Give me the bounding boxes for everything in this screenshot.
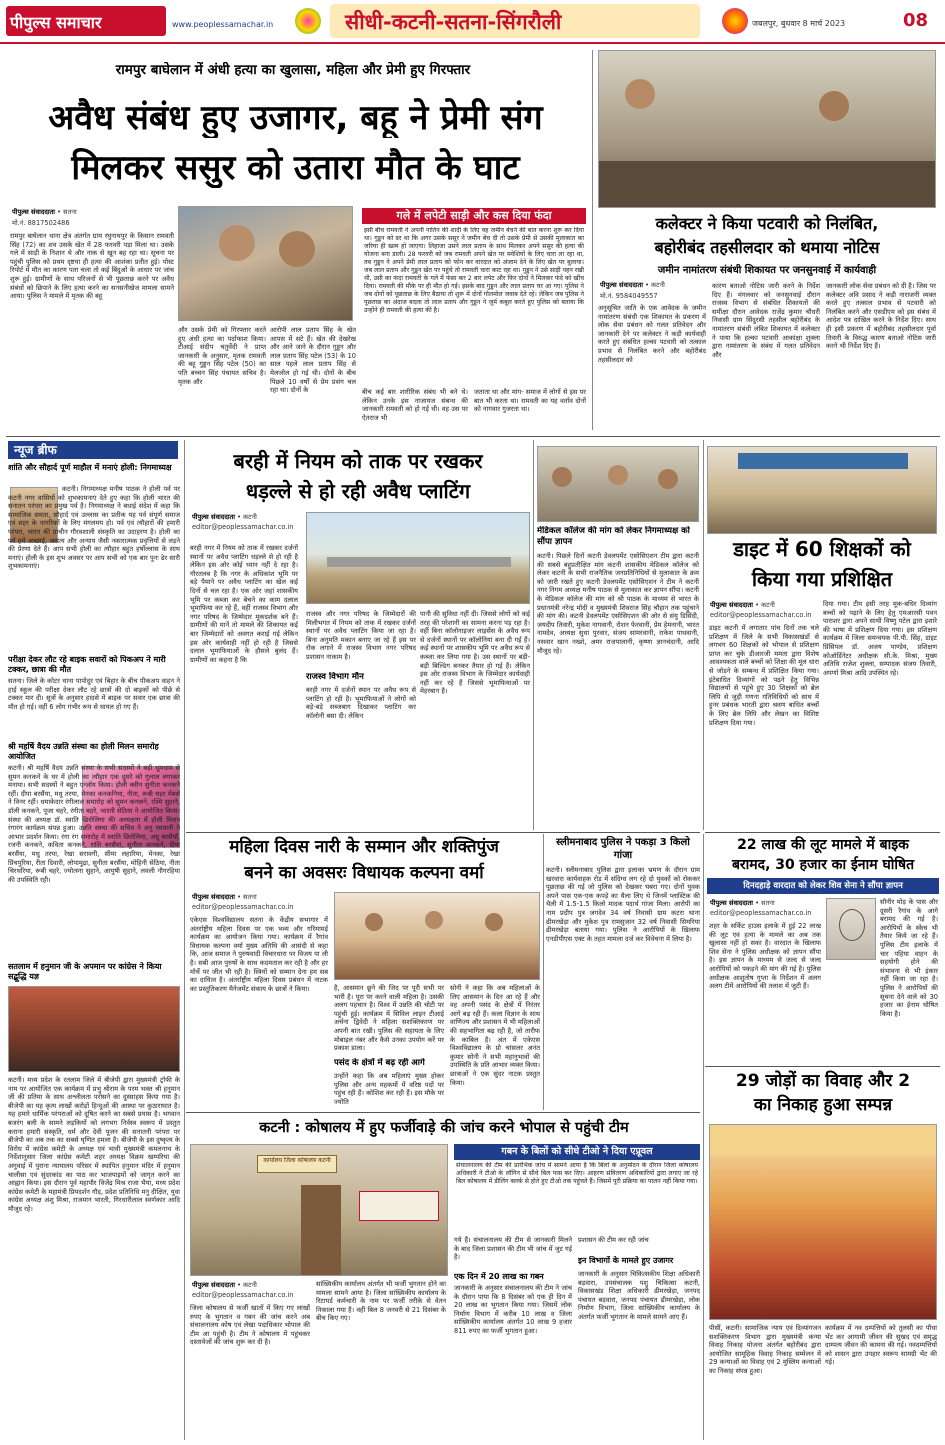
barhi-subhead: राजस्व विभाग मौन xyxy=(306,672,364,682)
person-silhouette xyxy=(279,231,315,267)
byline-place: सतना xyxy=(63,208,77,216)
holi-badge-icon xyxy=(295,8,321,34)
medical-headline: मेडिकल कॉलेज की मांग को लेकर निगमाध्यक्ष को सौंपा ज्ञापन xyxy=(537,526,690,547)
byline-name: पीपुल्स संवाददाता xyxy=(710,601,754,609)
desk xyxy=(599,161,936,208)
office-window-sign xyxy=(359,1191,439,1221)
treasury-box-title: गबन के बिलों को सीधे टीओ ने दिया एप्रूवल xyxy=(454,1144,700,1160)
person-silhouette xyxy=(608,465,628,485)
treasury-col-3: गये हैं। संचालनालय की टीम से जानकारी मिलने के बाद जिला प्रशासन की टीम भी जांच में जुट गई है। xyxy=(454,1236,572,1262)
byline-name: पीपुल्स संवाददाता xyxy=(192,1281,236,1289)
ganja-headline: स्लीमनाबाद पुलिस ने पकड़ा 3 किलो गांजा xyxy=(556,837,690,861)
collector-headline-1: कलेक्टर ने किया पटवारी को निलंबित, xyxy=(655,214,879,233)
brief-text-1: कटनी। निगमाध्यक्ष मनीष पाठक ने होली पर्व पर कटनी नगर वासियों को शुभकामनाएं देते हुए कहा कि होली भारत की सनातन परंपरा का प्रमुख पर्व है। निगमाध्यक्ष ने बधाई संदेश में कहा कि सामाजिक समता, सौहार्द एवं उल्लास का प्रतीक यह पर्व संपूर्ण समाज एवं शहर के नागरिकों के लिए मंगलमय हो। पर्व एवं त्यौहारों की हमारी परंपरा, भारत की प्राचीन गौरवशाली संस्कृति का उदाहरण है। होली का पर्व हमें अच्छाई, असत्य और अन्याय जैसी नकारात्मक प्रवृत्तियों से लड़ने की प्रेरणा देते हैं। आप सभी होली का त्यौहार बहुत हर्षोल्लास के साथ मनाएं। होली के इस शुभ अवसर पर आप सभी को एक बार पुनः ढेर सारी शुभकामनाएं। xyxy=(8,485,180,571)
brief-head-2: परीक्षा देकर लौट रहे बाइक सवारों को पिकअप ने मारी टक्कर, छात्रा की मौत xyxy=(8,655,166,674)
byline-name: पीपुल्स संवाददाता xyxy=(600,281,644,289)
robbery-email: editor@peoplessamachar.co.in xyxy=(710,909,812,917)
treasury-headline: कटनी : कोषालय में हुए फर्जीवाड़े की जांच करने भोपाल से पहुंची टीम xyxy=(259,1120,629,1136)
lead-kicker: रामपुर बाघेलान में अंधी हत्या का खुलासा, महिला और प्रेमी हुए गिरफ्तार xyxy=(115,62,471,78)
treasury-email: editor@peoplessamachar.co.in xyxy=(192,1291,294,1299)
lead-box-title: गले में लपेटी साड़ी और कस दिया फंदा xyxy=(362,208,586,224)
byline-place: कटनी xyxy=(243,513,257,521)
logo-text: पीपुल्स समाचार xyxy=(10,13,102,32)
section-rule xyxy=(705,832,940,833)
collector-headline-2: बहोरीबंद तहसीलदार को थमाया नोटिस xyxy=(654,238,880,257)
robbery-col-1: शहर के सर्किट हाउस इलाके में हुई 22 लाख की लूट एवं हत्या के मामले का अब तक खुलासा नहीं हो सका है। वारदात के खिलाफ शिव सेना ने पुलिस अधीक्षक को ज्ञापन सौंपा है। इस ज्ञापन के माध्यम से जल्द से जल्द आरोपियों को पकड़ने की मांग की गई है। पुलिस अधीक्षक आशुतोष गुप्ता के निर्देशन में अलग अलग टीमें आरोपियों की तलाश में जुटी हैं। xyxy=(709,922,821,991)
medical-photo xyxy=(537,446,699,522)
diet-photo xyxy=(707,446,937,534)
banner xyxy=(738,453,908,469)
person-silhouette xyxy=(425,911,443,929)
website: www.peoplessamachar.in xyxy=(172,20,274,29)
canopy xyxy=(710,1125,937,1155)
treasury-col-4: प्रशासन की टीम कर रही जांच xyxy=(578,1236,649,1244)
diet-col-2: दिया गया। टीम इसी तरह मूक-बधिर दिव्यांग बच्चों को पढ़ाने के लिए हेतु एमआरसी पवन पाराशर द्वारा अपने साथी विष्णु पटेल द्वारा इशारे की भाषा में प्रशिक्षण दिया गया। इस प्रशिक्षण कार्यक्रम में जिला समन्वयक पी.पी. सिंह, डाइट प्रिंसिपल डॉ. अजय पाण्डेय, प्रशिक्षण कोऑर्डिनेटर अधीक्षक सी.के. मिश्रा, मुख्य अतिथि राजेश शुक्ला, सम्पादक संजय तिवारी, अपर्णा मिश्रा आदि उपस्थित रहे। xyxy=(823,600,937,677)
column-divider xyxy=(703,440,704,830)
marriage-photo xyxy=(709,1124,937,1320)
section-rule xyxy=(186,832,700,833)
byline-name: पीपुल्स संवाददाता xyxy=(192,893,236,901)
women-col-3: सोनी ने कहा कि अब महिलाओं के लिए आसमान के दिन आ रहे हैं और वह अपनी पसंद के क्षेत्रों में निरंतर आगे बढ़ रही हैं। कला विज्ञान के साथ वाणिज्य और प्रशासन में भी महिलाओं की सहभागिता बढ़ रही है, जो तारीफ के काबिल है। अंत में एकेएस विश्वविद्यालय के प्रो चांसलर अनंत कुमार सोनी ने सभी महानुभावों की उपस्थिति के प्रति आभार व्यक्त किया। छात्राओं ने एक सुंदर नाटक प्रस्तुत किया। xyxy=(450,984,540,1087)
byline-place: कटनी xyxy=(761,601,775,609)
treasury-col-3b: जानकारी के अनुसार संचालनालय की टीम ने जांच के दौरान पाया कि 8 दिसंबर को एक ही दिन में 20 लाख का भुगतान किया गया। जिसमें लोक निर्माण विभाग में करीब 10 लाख व जिला सांख्यिकीय कार्यालय अंतर्गत 10 लाख 9 हजार 811 रुपए का फर्जी भुगतान हुआ। xyxy=(454,1284,572,1335)
brief-4-photo xyxy=(8,986,180,1072)
marriage-col-2: कार्यक्रम में नव दम्पत्तियों को तुलसी का पौधा भेंट कर आगामी जीवन की सुखद एवं समृद्ध दाम्पत्य जीवन की कामना की गई। नवदम्पत्तियों को शासन द्वारा उपहार स्वरूप सामग्री भेंट की गई। xyxy=(825,1324,937,1367)
office-door xyxy=(301,1185,341,1276)
marriage-headline-1: 29 जोड़ों का विवाह और 2 xyxy=(735,1071,911,1091)
women-photo xyxy=(334,892,540,980)
region-title: सीधी-कटनी-सतना-सिंगरौली xyxy=(345,10,562,34)
byline-place: कटनी xyxy=(651,281,665,289)
person-silhouette xyxy=(219,225,255,261)
byline-name: पीपुल्स संवाददाता xyxy=(710,899,754,907)
collector-subhead: जमीन नामांतरण संबंधी शिकायत पर जनसुनवाई में कार्यवाही xyxy=(657,265,877,276)
byline-place: सतना xyxy=(243,893,257,901)
lead-byline: पीपुल्स संवाददाता • सतना xyxy=(12,208,77,216)
person-silhouette xyxy=(819,91,849,121)
lead-photo xyxy=(178,206,353,321)
lead-mobile: मो.नं. 8817502486 xyxy=(12,219,70,227)
diet-headline-1: डाइट में 60 शिक्षकों को xyxy=(733,537,911,561)
boundary-wall xyxy=(327,557,511,567)
treasury-box-text: संचालनालय की टीम की प्रारंभिक जांच में सामने आया है कि बिलों के अनुमोदन के दौरान जिला कोषालय अधिकारी ने टीओ के लॉगिन से सीधे बिल पास कर दिए। आहरण संवितरण अधिकारियों द्वारा लगाए जा रहे बिल कोषालय में डीलिंग क्लर्क से होते हुए टीओ तक पहुंचते हैं। जिसमें पूरी प्रक्रिया का पालन नहीं किया गया। xyxy=(456,1162,698,1185)
robbery-subhead: दिनदहाड़े वारदात को लेकर शिव सेना ने सौंपा ज्ञापन xyxy=(707,878,939,894)
page-number: 08 xyxy=(903,10,929,31)
marriage-headline-2: का निकाह हुआ सम्पन्न xyxy=(753,1095,893,1115)
brief-text-3: कटनी। श्री महर्षि वैदय उन्नति संस्था के सभी सदस्यों ने बड़ी धूमधाम से सुमन कनकने के घर में होली का त्यौहार एक दूसरे को गुलाल लगाकर मनाया। सभी सदस्यों ने बहुत एन्जॉय किया। होली क्वीन सुनीता कनकने रहीं। दीपा बरसैंया, मधु तरया, मेनका कनकनिया, नीता, रूबी चहर मेंबर्स ने विनर रहीं। धमाकेदार रंगीलाल समारोह को सुमन कनकने, रश्मि सुहाने, डॉली कनकने, पूजा चहरे, रंगीता बहरे, भारती सेठिया ने आयोजित किया। संस्था की अध्यक्ष डॉ. स्वाति छिरोलिया की अध्यक्षता में होली मिलन रंगारंग कार्यक्रम संपन्न हुआ। उन्नति संस्था की सचिव ने अनु रसवानी ने आभार प्रदर्शन किया। रंगा रंग समारोह में स्वाति छिरोलिया, अन्नू बरसैंयाँ, रजनी कनकने, कविता कनकने, राशि बरसैंयां, सुनीता कनकने, दीपा बरसैंया, मधु तरया, रेखा सरावगी, सीमा लहारिया, मेनका, रेखा प्रिंचपुरिया, रीता दिवारी, लोपामुद्रा, सुनीता बरसैंया, मोहिनी सेठिया, नीता चिरथरिया, रूबी चहरे, ज्योत्स्ना सुहाने, आयुषी सुहाने, लवली नौगरहिया की उपस्थिति रही। xyxy=(8,764,180,884)
office-sign-text: कार्यालय जिला कोषालय कटनी xyxy=(263,1157,331,1164)
collector-col-1: अनुसूचित जाति के एक आवेदक के जमीन नामांतरण संबंधी एक शिकायत के प्रकरण में लोक सेवा प्रबंधन को गलत प्रतिवेदन और जानकारी देने पर कलेक्टर ने कड़ी कार्यवाही करते हुए संबंधित हल्का पटवारी को तत्काल प्रभाव से निलंबित करने और बहोरीबंद तहसीलदार को xyxy=(598,304,706,364)
treasury-col-2: सांख्यिकीय कार्यालय अंतर्गत भी फर्जी भुगतान होने का मामला सामने आया है। जिला सांख्यिकीय कार्यालय के रिटायर्ड कर्मचारी के नाम पर फर्जी तरीके से वेतन निकाला गया है। वहीं बिल 8 जनवरी से 21 दिसंबर के बीच किए गए। xyxy=(316,1280,446,1323)
news-brief-title: न्यूज ब्रीफ xyxy=(8,441,178,459)
barhi-email: editor@peoplessamachar.co.in xyxy=(192,523,294,531)
collector-col-2: कारण बताओ नोटिस जारी करने के निर्देश दिए हैं। मंगलवार को जनसुनवाई दौरान राजस्व विभाग से संबंधित शिकायतों की समीक्षा दौरान आवेदक राजेंद्र कुमार चौधरी निवासी ग्राम सिंदुरसी तहसील बहोरीबंद के नामांतरण संबंधी लंबित शिकायत में कलेक्टर ने पाया कि हल्का पटवारी आकांक्षा शुक्ला द्वारा नामांतरण के संबंध में गलत प्रतिवेदन और xyxy=(712,282,820,359)
lead-headline-2: मिलकर ससुर को उतारा मौत के घाट xyxy=(71,148,520,188)
byline-place: सतना xyxy=(761,899,775,907)
women-col-1: एकेएस विश्वविद्यालय सतना के केंद्रीय सभागार में अंतर्राष्ट्रीय महिला दिवस पर एक भव्य और गरिमामई कार्यक्रम का आयोजन किया गया। कार्यक्रम में रैगांव विधायक कल्पना वर्मा मुख्य अतिथि की आसंदी से कहा कि, आज समाज ने पुरुषवादी विचारधारा पर विजय पा ली है। सबी आज पुरुषों के साथ कदमताल कर रही है और हर मोर्चे पर जीत भी रही है। स्त्रियों को सम्मान देना हम सब का दायित्व है। अंतर्राष्ट्रीय महिला दिवस प्रबंधन में नाटक का प्रस्तुतिकरण मैनेजमेंट संकाय के छात्रों ने किया। xyxy=(190,916,328,993)
masthead xyxy=(0,0,945,44)
dateline: जबलपुर, बुधवार 8 मार्च 2023 xyxy=(752,19,846,28)
barhi-col-1: बरही नगर में नियम को ताक में रखकर दर्जनों स्थानों पर अवैध प्लाटिंग धड़ल्ले से हो रही है लेकिन इस ओर कोई ध्यान नहीं दे रहा है। गौरतलब है कि नगर के अधिकांश भूमि पर बड़े पैमाने पर अवैध प्लाटिंग का खेल कई दिनों से चल रहा है। एक ओर जहां शासकीय भूमि पर कब्जा कर बेचने का काम दलाल भूमाफिया कर रहे हैं, वहीं राजस्व विभाग और नगर परिषद के जिम्मेदार मूकदर्शक बने हैं। ग्रामीणों की मानें तो मामले की शिकायत कई बार जिम्मेदारों को अवगत कराई गई लेकिन इस ओर कार्यवाही नहीं हो रही है जिससे दलाल भूमाफियाओं के हौसले बुलंद हैं। ग्रामीणों का कहना है कि xyxy=(190,544,298,664)
brief-text-2: सतना। जिले के कोटर थाना पापोदुर एवं बिहार के बीच पीकअप वाहन ने हाई स्कूल की परीक्षा देकर लौट रहे छात्रों की दो बाइकों को पीछे से टक्कर मार दी। सूत्रों के अनुसार हादसे में बाइक पर सवार एक छात्रा की मौत हो गई। वहीं 6 लोग गंभीर रूप से घायल हो गए हैं। xyxy=(8,677,180,711)
barhi-col-3: पानी की सुविधा नहीं दी। जिससे लोगों को कई तरह की परेशानी का सामना करना पड़ रहा है। वहीं बिना कॉलोनाइजर लाइसेंस के अवैध रूप से दर्जनों स्थानों पर कॉलोनियां बना दी गई हैं। कई स्थानों पर शासकीय भूमि पर अवैध रूप से कब्जा कर लिया गया है। उस स्थानों पर बड़ी-बड़ी बिल्डिंग बनकर तैयार हो गई हैं। लेकिन इस ओर राजस्व विभाग के जिम्मेदार कार्यवाही नहीं कर रहे हैं जिससे भूमाफियाओं पर मेहरबान है। xyxy=(420,610,530,696)
masthead-rule xyxy=(0,42,945,44)
collector-byline: पीपुल्स संवाददाता • कटनी xyxy=(600,281,665,289)
suspect-sketch xyxy=(826,898,876,960)
barhi-col-2b: बरही नगर में दर्जनों स्थान पर अवैध रूप से प्लाटिंग हो रही है। भूमाफियाओं ने लोगों को बड़े-बड़े सब्जबाग दिखाकर प्लाटिंग कर कॉलोनी बसा दी। लेकिन xyxy=(306,686,416,720)
byline-name: पीपुल्स संवाददाता xyxy=(12,208,56,216)
byline-name: पीपुल्स संवाददाता xyxy=(192,513,236,521)
column-divider xyxy=(184,440,185,1440)
ganja-text: कटनी। स्लीमनाबाद पुलिस द्वारा इलाका भ्रमण के दौरान ग्राम खरवारा कार्यवाहक रोड में संदिग्ध लग रहे दो युवकों को रोककर पूछताछ की गई जो पुलिस को देखकर घबरा गए। दोनों युवक अपने पास एक-एक कपड़े का थैला लिए थे जिनमें प्लास्टिक की थैली में 1.5-1.5 किलो मादक पदार्थ गांजा मिला। आरोपी का नाम प्रदीप पुत्र जगदेव 34 वर्ष निवासी ग्राम कटरा थाना ढीमरखेड़ा और मुकेश पुत्र रामसुजान 32 वर्ष निवासी सिमरिया ढीमरखेड़ा बताया गया। पुलिस ने आरोपियों के खिलाफ एनडीपीएस एक्ट के तहत मामला दर्ज कर विवेचना में लिया है। xyxy=(546,866,700,943)
barhi-headline-2: धड़ल्ले से हो रही अवैध प्लाटिंग xyxy=(245,479,471,503)
column-divider xyxy=(703,834,704,1440)
byline-place: कटनी xyxy=(243,1281,257,1289)
lead-box-text: इसी बीच रामवती ने अपनी नातिन की शादी के लिए वह जमीन बेचने की बात करना शुरू कर दिया था। गुड्डन को डर था कि अगर उसके ससुर ने जमीन बेच दी तो उसके प्रेमी से उसकी मुलाकात का जरिया ही खत्म हो जाएगा। लिहाजा उसने लाल प्रताप के साथ मिलकर अपने ससुर की हत्या की योजना बना डाली। 28 फरवरी को जब रामवती अपने खेत पर मवेशियों के लिए चारा ला रहा था, तब गुड्डन ने अपने प्रेमी लाल प्रताप को फोन कर वारदात को अंजाम देने के लिए खेत पर बुलाया। जब लाल प्रताप और गुड्डन खेत पर पहुंचे तो रामवती चारा काट रहा था। गुड्डन ने उसे साड़ी पहन रखी थी, उसी का फंदा रामवती के गले में फंसा कर 2 बार लपेट और फिर दोनों ने मिलकर फंदे को खींच दिया। रामवती की मौके पर ही मौत हो गई। इसके बाद गुड्डन और लाल प्रताप घर आ गए। पुलिस ने जब दोनों को पूछताछ के लिए बैठाया तो शुरू में दोनों गोलमोल जवाब देते रहे। लेकिन जब पुलिस ने पूछताछ का अंदाज बदला तो लाल प्रताप और गुड्डन ने जुर्म कबूल करते हुए पुलिस को बताया कि उन्होंने ही रामवती की हत्या की है। xyxy=(364,227,584,314)
treasury-col-1: जिला कोषालय से फर्जी खातों में किए गए लाखों रुपए के भुगतान व गबन की जांच करने अब संचालनालय कोष एवं लेखा पदाधिकार भोपाल की टीम आ पहुंची है। टीम ने कोषालय में पहुंचकर दस्तावेजों की जांच शुरू कर दी है। xyxy=(190,1304,310,1347)
women-byline: पीपुल्स संवाददाता • सतना xyxy=(192,893,257,901)
women-headline-2: बनने का अवसरः विधायक कल्पना वर्मा xyxy=(244,863,484,883)
robbery-byline: पीपुल्स संवाददाता • सतना xyxy=(710,899,775,907)
diet-col-1: डाइट कटनी में लगातार पांच दिनों तक चले प्रशिक्षण में जिले के सभी विकासखंडों से लगभग 60 शिक्षकों को भोपाल से प्रशिक्षण प्राप्त कर चुके डीआरजी ममता द्वारा विशेष आवश्यकता वाले बच्चों को शिक्षा की मूल धारा से जोड़ने के सम्बन्ध में प्रशिक्षित किया गया। इंटेबाधित दिव्यांगों को पढ़ने हेतु विभिन्न विद्यालयों से पहुंचे हुए 30 शिक्षकों को ब्रेल लिपि से जुड़ी गणना गतिविधियों को साथ में हुनर प्रबंधक भारती द्वारा श्रवण बाधित बच्चों के लिए ब्रेल लिपि और लेखन का विशिष्ट प्रशिक्षण दिया गया। xyxy=(709,624,819,727)
lead-col-3: आरोपी लाल प्रताप सिंह के खेत आपस में सटे हैं। खेत की देखरेख और आने जाने के दौरान गुड्डन और लाल प्रताप सिंह पटेल (53) के 10 साल पहले लाल प्रताप सिंह से मेलजोल हो गई थी। दोनों के बीच पिछले 10 वर्षों से प्रेम प्रसंग चल रहा था। दोनों के xyxy=(270,326,356,395)
brief-text-4: कटनी। मध्य प्रदेश के रतलाम जिले में बीजेपी द्वारा मुख्यमंत्री ट्रॉफी के नाम पर आयोजित एक कार्यक्रम में प्रभु श्रीराम के परम भक्त श्री हनुमान जी की प्रतिमा के साथ अश्लीलता परोसने का दुस्साहस किया गया है। बीजेपी का यह कृत्य लाखों करोड़ों हिन्दुओं की आस्था पर कुठाराघात है। यह हमारे धार्मिक परंपराओं को दूषित करने का सबसे प्रयास है। भगवान बजरंग बली के सामने लड़कियों को लगभग निर्वस्त्र स्वरूप में प्रस्तुत कराना हमारी संस्कृति, धर्म और देवी पूजन की सनातनी परंपरा पर बीजेपी का अब तक का सबसे घृणित हमला है। बीजेपी के इस दुष्कृत्य के विरोध में कांग्रेस कमेटी के अध्यक्ष एवं भावी मुख्यमंत्री कमलनाथ के निर्देशानुसार जिला कांग्रेस कमेटी शहर अध्यक्ष विक्रम खम्परिया की अगुवाई में पुराना न्यायालय परिसर में स्थापित हनुमान मंदिर में हनुमान चालीसा एवं सुंदरकांड का पाठ कर भाजपाइयों को जागृत करने का आह्वान किया। इस दौरान पूर्व महापौर विजेंद्र मिश्र राजा भैया, मध्य प्रदेश कांग्रेस कमेटी के महामंत्री प्रियदर्शन गौड़, प्रदेश प्रतिनिधि मनु दीक्षित, युवा कांग्रेस अध्यक्ष अंशु मिश्रा, राजमान भारती, गिरधारीलाल स्वर्णकार आदि मौजूद रहे। xyxy=(8,1076,180,1213)
treasury-photo xyxy=(190,1144,448,1276)
women-headline-1: महिला दिवस नारी के सम्मान और शक्तिपुंज xyxy=(229,837,499,857)
women-col-2: है, आसमान छूने की जिद पर पूरी सभी पर भारी है। पूरा पर करने वाली महिला है। उसकी अलग पहचान है। विश्व में उन्नति की चोटी पर पहुंची हुई। कार्यक्रम में सिविल लाइन टीआई अर्चना द्विवेदी ने महिला सशक्तिकरण पर अपनी बात रखी। पुलिस की सहायता के लिए मोबाइल नंबर और कैसे उनका उपयोग करें पर प्रकाश डाला। xyxy=(334,984,444,1053)
diet-byline: पीपुल्स संवाददाता • कटनी xyxy=(710,601,775,609)
women-email: editor@peoplessamachar.co.in xyxy=(192,903,294,911)
person-silhouette xyxy=(365,913,383,931)
column-divider xyxy=(592,50,593,430)
lead-col-4: बीच कई बार शारीरिक संबंध भी बने थे। लेकिन उनके इस नाजायज संबन्ध की जानकारी रामवती को हो गई थी। वह उस पर ऐतराज भी xyxy=(362,388,468,422)
column-divider xyxy=(533,440,534,830)
brief-head-4: सतलाम में हनुमान जी के अपमान पर कांग्रेस ने किया सद्बुद्धि यज्ञ xyxy=(8,962,162,981)
lead-col-5: जताता था और मांग- समाज में लोगों से इस पर बात भी करता था। रामवती का यह वर्ताव दोनों को नागवार गुजरता था। xyxy=(474,388,586,414)
collector-col-3: जानकारी लोक सेवा प्रबंधन को दी है। जिस पर कलेक्टर अवि प्रसाद ने कड़ी नाराजगी व्यक्त करते हुए तत्काल प्रभाव से पटवारी को निलंबित करने और एसडीएम को इस संबंध में आदेश पत्र दाखिल करने के निर्देश दिए। साथ ही इसी प्रकरण में बहोरीबंद तहसीलदार पूर्वा तिवारी के विरुद्ध कारण बताओ नोटिस जारी करने भी निर्देश दिए हैं। xyxy=(826,282,936,351)
diet-email: editor@peoplessamachar.co.in xyxy=(710,611,812,619)
diet-headline-2: किया गया प्रशिक्षित xyxy=(751,567,893,591)
person-silhouette xyxy=(485,913,503,931)
column-divider xyxy=(543,834,544,1110)
women-subhead: पसंद के क्षेत्रों में बढ़ रही आगे xyxy=(334,1058,425,1068)
person-silhouette xyxy=(658,469,678,489)
brief-head-1: शांति और सौहार्द पूर्ण माहौल में मनाएं होली: निगमाध्यक्ष xyxy=(8,463,172,472)
person-silhouette xyxy=(625,79,655,109)
section-rule xyxy=(6,436,940,437)
treasury-col-4b: जानकारी के अनुसार चिकित्सकीय शिक्षा अधिकारी बड़वारा, उपसंचालक पशु चिकित्सा कटनी, विकासखंड शिक्षा अधिकारी ढीमरखेड़ा, जनपद पंचायत बड़वारा, जनपद पंचायत ढीमरखेड़ा, लोक निर्माण विभाग, जिला सांख्यिकीय कार्यालय के अंतर्गत फर्जी भुगतान के मामले सामने आए हैं। xyxy=(578,1270,700,1321)
person-silhouette xyxy=(552,467,572,487)
women-col-2b: उन्होंने कहा कि अब महिलाएं मुख्य होकर पुलिस और अन्य महकमों में वरिष्ठ पदों पर पहुंच रही हैं। कोशिश कर रही हैं। इस मौके पर ज्योति xyxy=(334,1072,444,1106)
treasury-subhead: एक दिन में 20 लाख का गबन xyxy=(454,1272,544,1281)
brief-head-3: श्री महर्षि वैदय उन्नति संस्था का होली मिलन समारोह आयोजित xyxy=(8,742,159,761)
robbery-col-2: सौनीर मोड़ के पास और दूसरी रैगांव के आगे बरामद की गई है। आरोपियों के स्केच भी तैयार किये जा रहे हैं। पुलिस टीम इलाके में चार पहिया वाहन के सहयोगी होने की संभावना से भी इंकार नहीं किया जा रहा है। पुलिस ने आरोपियों की सूचना देने वाले को 30 हजार का ईनाम घोषित किया है। xyxy=(880,898,938,1018)
medical-text: कटनी। पिछले दिनों कटनी डेवलपमेंट एसोसिएशन टीम द्वारा कटनी की सबसे बहुप्रतीक्षित मांग कटनी शासकीय मेडिकल कॉलेज को लेकर कटनी के सभी राजनैतिक जनप्रतिनिधियों से मुलाकात के क्रम को जारी रखते हुए कटनी डेवलपमेंट एसोसिएशन ने टीम ने कटनी नगर निगम अध्यक्ष मनीष पाठक से मुलाकात कर ज्ञापन सौंपा। कटनी के मेडिकल कॉलेज की मांग को श्री पाठक के माध्यम से भारत के प्रधानमंत्री नरेन्द्र मोदी व मुख्यमंत्री शिवराज सिंह चौहान तक पहुंचाने की मांग की। कटनी डेवलपमेंट एसोसिएशन की ओर से संयु डिसिंदी, जयदीप तिवारी, मुकेश नागवानी, रोशन फेरवानी, प्रेम हेमनानी, भारत नामदेव, अध्यक्ष सुधा पुरवार, संजय सामरवानी, राकेश पाधवानी, नसवार खान नख्शे, अमर राजपालानी, कृष्णा ज्ञानचंदानी, आदि मौजूद रहे। xyxy=(537,552,699,655)
color-splash-icon xyxy=(722,8,748,34)
lead-col-2: और उसके प्रेमी को गिरफ्तार करते हुए अंधी हत्या का पर्दाफाश किया। टीआई संदीप चतुर्वेदी ने प्राप्त जानकारी के अनुसार, मृतक रामवती की बहू गुड्डन सिंह पटेल (50) का पति बच्चन सिंह पंचायत सचिव है। मृतक और xyxy=(178,326,266,386)
collector-mobile: मो.नं. 9584049557 xyxy=(600,292,658,300)
section-rule xyxy=(186,1112,700,1113)
barhi-headline-1: बरही में नियम को ताक पर रखकर xyxy=(233,449,483,473)
barhi-photo xyxy=(306,512,530,604)
section-rule xyxy=(705,1066,940,1067)
face-outline xyxy=(839,909,865,941)
barhi-byline: पीपुल्स संवाददाता • कटनी xyxy=(192,513,257,521)
robbery-headline-2: बरामद, 30 हजार का ईनाम घोषित xyxy=(731,857,915,873)
robbery-headline-1: 22 लाख की लूट मामले में बाइक xyxy=(737,837,909,853)
barhi-col-2: राजस्व और नगर परिषद के जिम्मेदारों की मिलीभगत में नियम को ताक में रखकर दर्जनों स्थानों पर अवैध प्लाटिंग किया जा रहा है। बिना अनुमति मकान बनाए जा रहे हैं इस पर रोक लगाने में राजस्व विभाग नगर परिषद प्रशासन नाकाम है। xyxy=(306,610,416,661)
collector-photo xyxy=(598,50,936,208)
lead-col-1: रामपुर बाघेलान थाना क्षेत्र अंतर्गत ग्राम रघुनाथपुर के किसान रामवती सिंह (72) का शव उसके खेत में 28 फरवरी पड़ा मिला था। उसके गले में साड़ी के निशान थे और नाक से खून बह रहा था। सूचना पर पहुंची पुलिस को प्रथम दृष्टया ही हत्या की आशंका प्रतीत हुई। पोस्ट रिपोर्ट में मौत का कारण पता चला तो कई बिंदुओं के आधार पर जांच शुरू हुई। ग्रामीणों के साथ परिजनों से भी पूछताछ करने पर अवैध संबंधों को छिपाने के लिए हत्या करने का सनसनीखेज मामला सामने आया। पुलिस ने मामले में मृतक की बहू xyxy=(10,232,174,301)
lead-headline-1: अवैध संबंध हुए उजागर, बहू ने प्रेमी संग xyxy=(48,98,543,138)
treasury-byline: पीपुल्स संवाददाता • कटनी xyxy=(192,1281,257,1289)
marriage-col-1: पीसीं, कटनी। सामाजिक न्याय एवं दिव्यांगजन सशक्तिकरण विभाग द्वारा मुख्यमंत्री कन्या विवाह निकाह योजना अंतर्गत बहोरीबंद द्वारा आयोजित सामूहिक विवाह निकाह सम्मेलन में 29 कन्याओं का विवाह एवं 2 मुस्लिम कन्याओं का निकाह संपन्न हुआ। xyxy=(709,1324,821,1375)
treasury-subhead-2: इन विभागों के मामले हुए उजागर xyxy=(578,1256,674,1265)
